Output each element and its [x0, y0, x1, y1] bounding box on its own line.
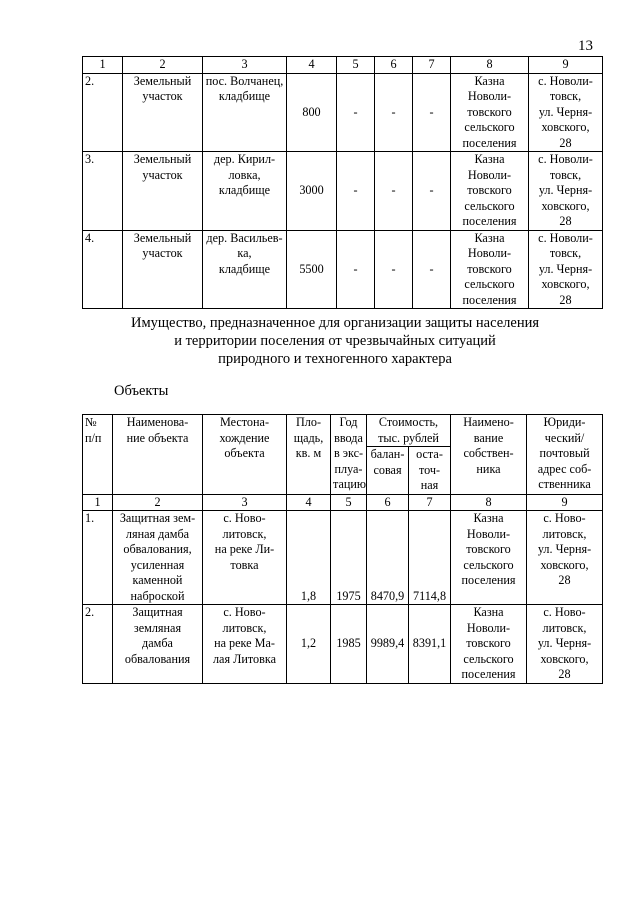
header-row: [83, 415, 603, 447]
object-name: Земельный участок: [123, 73, 203, 152]
object-residual-cost: 7114,8: [409, 511, 451, 605]
col-number: 7: [409, 494, 451, 511]
object-name: Земельный участок: [123, 152, 203, 231]
row-number: 3.: [83, 152, 123, 231]
header-owner: Наимено- вание собствен- ника: [451, 415, 527, 495]
col-number: 8: [451, 57, 529, 74]
object-area: 800: [287, 73, 337, 152]
header-residual: оста- точ- ная: [409, 447, 451, 495]
col-number: 5: [331, 494, 367, 511]
cell-dash: -: [375, 73, 413, 152]
owner-address: с. Ново- литовск, ул. Черня- ховского, 28: [527, 605, 603, 684]
object-location: с. Ново- литовск, на реке Ли- товка: [203, 511, 287, 605]
col-number: 8: [451, 494, 527, 511]
object-name: Земельный участок: [123, 230, 203, 309]
section-subtitle: Объекты: [114, 383, 169, 399]
col-number: 3: [203, 57, 287, 74]
owner-name: Казна Новоли- товского сельского поселения: [451, 230, 529, 309]
col-number: 6: [375, 57, 413, 74]
col-number: 3: [203, 494, 287, 511]
table-row: [83, 152, 603, 231]
object-area: 3000: [287, 152, 337, 231]
header-area: Пло- щадь, кв. м: [287, 415, 331, 495]
column-number-row: [83, 494, 603, 511]
col-number: 1: [83, 57, 123, 74]
object-balance-cost: 8470,9: [367, 511, 409, 605]
col-number: 7: [413, 57, 451, 74]
header-cost: Стоимость, тыс. рублей: [367, 415, 451, 447]
header-address: Юриди- ческий/ почтовый адрес соб- ственника: [527, 415, 603, 495]
col-number: 5: [337, 57, 375, 74]
protection-objects-table: [82, 414, 603, 684]
object-location: с. Ново- литовск, на реке Ма- лая Литовка: [203, 605, 287, 684]
table-row: [83, 511, 603, 605]
col-number: 4: [287, 494, 331, 511]
col-number: 9: [529, 57, 603, 74]
header-year: Год ввода в экс- плуа- тацию: [331, 415, 367, 495]
object-area: 1,8: [287, 511, 331, 605]
row-number: 2.: [83, 73, 123, 152]
cell-dash: -: [413, 230, 451, 309]
header-num: № п/п: [83, 415, 113, 495]
col-number: 1: [83, 494, 113, 511]
table-row: [83, 230, 603, 309]
cell-dash: -: [413, 152, 451, 231]
row-number: 1.: [83, 511, 113, 605]
object-residual-cost: 8391,1: [409, 605, 451, 684]
object-area: 5500: [287, 230, 337, 309]
cell-dash: -: [337, 230, 375, 309]
object-balance-cost: 9989,4: [367, 605, 409, 684]
object-location: дер. Кирил- ловка, кладбище: [203, 152, 287, 231]
land-plots-table: [82, 56, 603, 309]
owner-address: с. Ново- литовск, ул. Черня- ховского, 28: [527, 511, 603, 605]
col-number: 6: [367, 494, 409, 511]
owner-address: с. Новоли- товск, ул. Черня- ховского, 28: [529, 152, 603, 231]
row-number: 2.: [83, 605, 113, 684]
cell-dash: -: [375, 230, 413, 309]
cell-dash: -: [375, 152, 413, 231]
object-area: 1,2: [287, 605, 331, 684]
section-title: Имущество, предназначенное для организации защиты населения и территории поселения от чрезвычайных ситуаций природного и техногенного характера: [130, 315, 540, 367]
col-number: 2: [113, 494, 203, 511]
object-year: 1975: [331, 511, 367, 605]
cell-dash: -: [413, 73, 451, 152]
object-name: Защитная зем- ляная дамба обвалования, усиленная каменной наброской: [113, 511, 203, 605]
owner-name: Казна Новоли- товского сельского поселения: [451, 511, 527, 605]
header-location: Местона- хождение объекта: [203, 415, 287, 495]
table-row: [83, 73, 603, 152]
header-name: Наименова- ние объекта: [113, 415, 203, 495]
cell-dash: -: [337, 152, 375, 231]
owner-address: с. Новоли- товск, ул. Черня- ховского, 28: [529, 230, 603, 309]
col-number: 9: [527, 494, 603, 511]
object-name: Защитная земляная дамба обвалования: [113, 605, 203, 684]
cell-dash: -: [337, 73, 375, 152]
column-number-row: [83, 57, 603, 74]
table-row: [83, 605, 603, 684]
owner-name: Казна Новоли- товского сельского поселения: [451, 152, 529, 231]
col-number: 2: [123, 57, 203, 74]
owner-name: Казна Новоли- товского сельского поселения: [451, 73, 529, 152]
header-balance: балан- совая: [367, 447, 409, 495]
page-number: 13: [578, 38, 593, 54]
object-location: дер. Васильев- ка, кладбище: [203, 230, 287, 309]
object-year: 1985: [331, 605, 367, 684]
col-number: 4: [287, 57, 337, 74]
row-number: 4.: [83, 230, 123, 309]
owner-address: с. Новоли- товск, ул. Черня- ховского, 28: [529, 73, 603, 152]
object-location: пос. Волчанец, кладбище: [203, 73, 287, 152]
owner-name: Казна Новоли- товского сельского поселения: [451, 605, 527, 684]
